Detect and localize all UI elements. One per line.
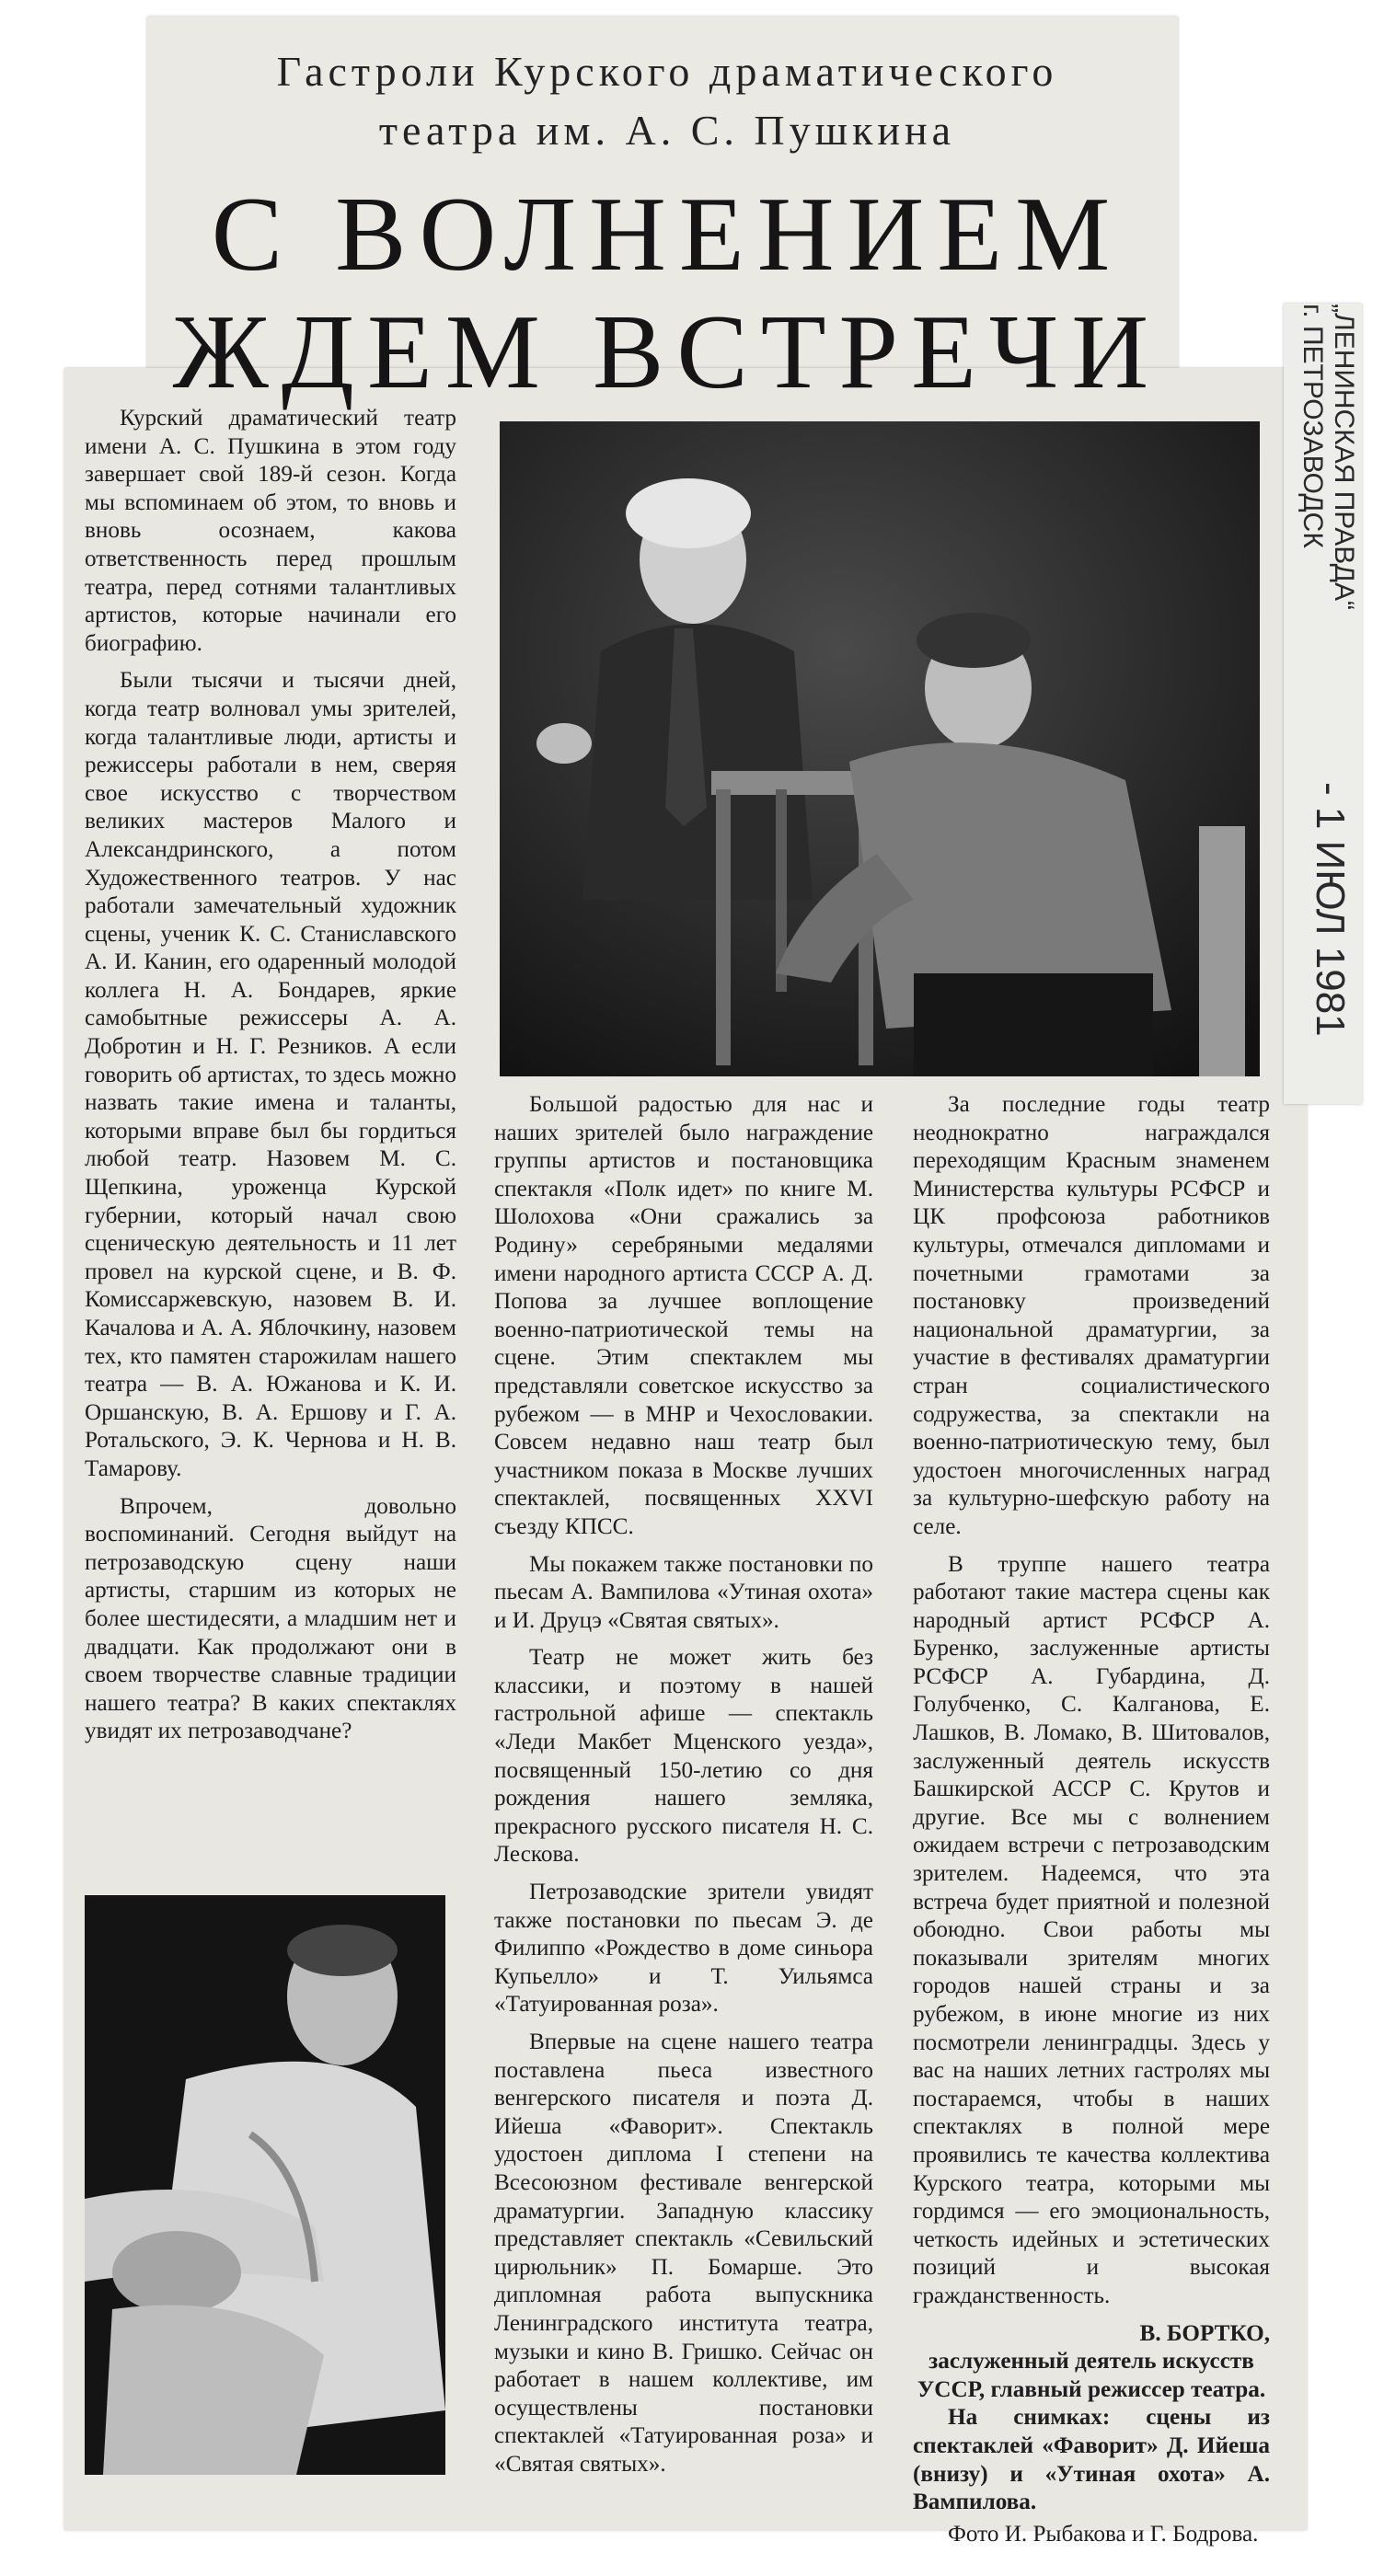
newspaper-city: г. ПЕТРОЗАВОДСК bbox=[1298, 304, 1328, 548]
col2-paragraph-1: Большой радостью для нас и наших зрителей было награждение группы артистов и постановщика спектакля «Полк идет» по книге М. Шолохова «Они сражались за Родину» серебряными медалями имени народного артиста СССР А. Д. Попова за лучшее воплощение военно-патриотической темы на сцене. Этим спектаклем мы представляли советское искусство за рубежом — в МНР и Чехословакии. Совсем недавно наш театр был участником показа в Москве лучших спектаклей, посвященных XXVI съезду КПСС. bbox=[494, 1092, 873, 1539]
col2-paragraph-5: Впервые на сцене нашего театра поставлена пьеса известного венгерского писателя и поэта Д. Ийеша «Фаворит». Спектакль удостоен диплома I степени на Всесоюзном фестивале венгерской драматургии. Западную классику представляет спектакль «Севильский цирюльник» П. Бомарше. Это дипломная работа выпускника Ленинградского института театра, музыки и кино В. Гришко. Сейчас он работает в нашем коллективе, им осуществлены постановки спектаклей «Татуированная роза» и «Святая святых». bbox=[494, 2030, 873, 2477]
photo-favorit-image bbox=[85, 1895, 445, 2475]
kicker-line-1: Гастроли Курского драматического bbox=[276, 48, 1058, 95]
author-title: заслуженный деятель искусств УССР, главный режиссер театра. bbox=[917, 2349, 1266, 2402]
col1-paragraph-3: Впрочем, довольно воспоминаний. Сегодня выйдут на петрозаводскую сцену наши артисты, старшим из которых не более шестидесяти, а младшим нет и двадцати. Как продолжают они в своем творчестве славные традиции нашего театра? В каких спектаклях увидят их петрозаводчане? bbox=[85, 1493, 456, 1744]
column-2 bbox=[494, 1091, 873, 2489]
headline-line-2: ЖДЕМ ВСТРЕЧИ bbox=[172, 293, 1162, 411]
newspaper-name: „ЛЕНИНСКАЯ ПРАВДА“ bbox=[1329, 304, 1359, 610]
column-3 bbox=[913, 1091, 1270, 2548]
kicker-line-2: театра им. А. С. Пушкина bbox=[378, 107, 956, 154]
photo-duck-hunt-image bbox=[500, 421, 1260, 1076]
col2-paragraph-4: Петрозаводские зрители увидят также постановки по пьесам Э. де Филиппо «Рождество в доме синьора Купьелло» и Т. Уильямса «Татуированная роза». bbox=[494, 1880, 873, 2018]
col1-paragraph-2: Были тысячи и тысячи дней, когда театр волновал умы зрителей, когда талантливые люди, артисты и режиссеры работали в нем, сверяя свое искусство с творчеством великих мастеров Малого и Александринского, а потом Художественного театров. У нас работали замечательный художник сцены, ученик К. С. Станиславского А. И. Канин, его одаренный молодой коллега Н. А. Бондарев, яркие самобытные режиссеры А. А. Добротин и Н. Г. Резников. А если говорить об артистах, то здесь можно назвать такие имена и таланты, которыми вправе был бы гордиться любой театр. Назовем М. С. Щепкина, уроженца Курской губернии, который начал свою сценическую деятельность и 11 лет провел на курской сцене, и В. Ф. Комиссаржевскую, назовем В. И. Качалова и А. А. Яблочкину, назовем тех, кто памятен старожилам нашего театра — В. А. Южанова и К. И. Оршанскую, В. А. Ершову и Г. А. Ротальского, Э. К. Чернова и Н. В. Тамарову. bbox=[85, 668, 456, 1481]
col3-paragraph-2: В труппе нашего театра работают такие мастера сцены как народный артист РСФСР А. Буренко, заслуженные артисты РСФСР А. Губардина, Д. Голубченко, С. Калганова, Е. Лашков, В. Ломако, В. Шитовалов, заслуженный деятель искусств Башкирской АССР С. Крутов и другие. Все мы с волнением ожидаем встречи с петрозаводским зрителем. Надеемся, что эта встреча будет приятной и полезной обоюдно. Свои работы мы показывали зрителям многих городов нашей страны и за рубежом, в июне многие из них посмотрели ленинградцы. Здесь у вас на наших летних гастролях мы постараемся, чтобы в наших спектаклях в полной мере проявились те качества коллектива Курского театра, которыми мы гордимся — его эмоциональность, четкость идейных и эстетических позиций и высокая гражданственность. bbox=[913, 1551, 1270, 2308]
col2-paragraph-2: Мы покажем также постановки по пьесам А. Вампилова «Утиная охота» и И. Друцэ «Святая святых». bbox=[494, 1551, 873, 1633]
photo-caption: На снимках: сцены из спектаклей «Фаворит» Д. Ийеша (внизу) и «Утиная охота» А. Вампилова. bbox=[913, 2405, 1270, 2515]
col2-paragraph-3: Театр не может жить без классики, и поэтому в нашей гастрольной афише — спектакль «Леди Макбет Мценского уезда», посвященный 150-летию со дня рождения нашего земляка, прекрасного русского писателя Н. С. Лескова. bbox=[494, 1645, 873, 1868]
publication-date-stamp: - 1 ИЮЛ 1981 bbox=[1308, 782, 1353, 1037]
photo-scene-favorit bbox=[85, 1895, 445, 2475]
author-signature: В. БОРТКО, bbox=[1139, 2320, 1270, 2346]
column-1-top bbox=[85, 405, 456, 1755]
photo-scene-duck-hunt bbox=[500, 421, 1260, 1076]
photo-credit: Фото И. Рыбакова и Г. Бодрова. bbox=[948, 2521, 1259, 2547]
col3-paragraph-1: За последние годы театр неоднократно награждался переходящим Красным знаменем Министерства культуры РСФСР и ЦК профсоюза работников культуры, отмечался дипломами и почетными грамотами за постановку произведений национальной драматургии, за участие в фестивалях драматургии стран социалистического содружества, за спектакли на военно-патриотическую тему, был удостоен многочисленных наград за культурно-шефскую работу на селе. bbox=[913, 1092, 1270, 1539]
col1-paragraph-1: Курский драматический театр имени А. С. Пушкина в этом году завершает свой 189-й сезон. Когда мы вспоминаем об этом, то вновь и вновь осознаем, какова ответственность перед прошлым театра, перед сотнями талантливых артистов, которые начинали его биографию. bbox=[85, 406, 456, 656]
headline-line-1: С ВОЛНЕНИЕМ bbox=[211, 176, 1124, 293]
